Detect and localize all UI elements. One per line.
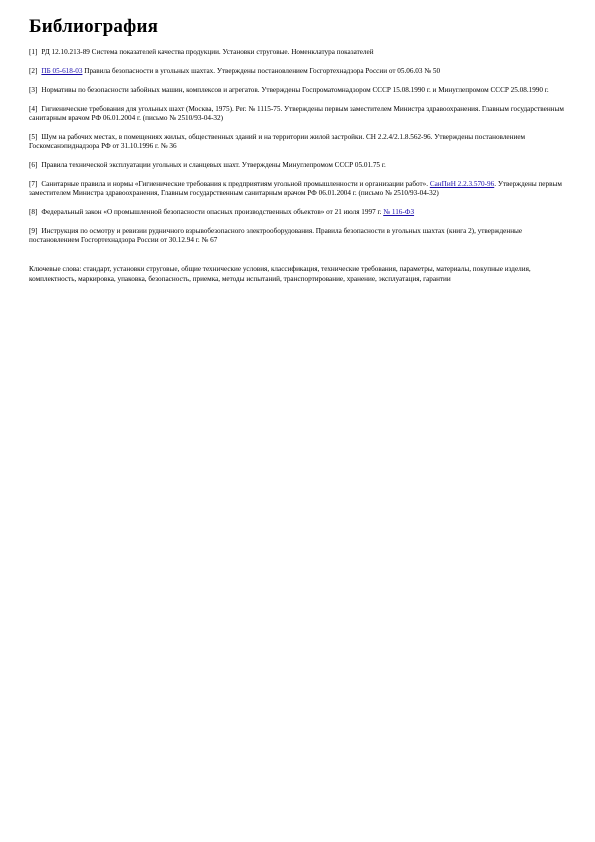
reference-text: Шум на рабочих местах, в помещениях жилых, общественных зданий и на территории жилой застройки. СН 2.2.4/2.1.8.562-96. Утверждены постановлением Госкомсанэпиднадзора РФ от 31.10.1996 г. № 36 — [29, 133, 526, 150]
reference-item — [29, 161, 569, 170]
reference-number: [9] — [29, 227, 38, 235]
document-page — [29, 16, 569, 284]
reference-item — [29, 105, 569, 123]
reference-text: Правила технической эксплуатации угольных и сланцевых шахт. Утверждены Минуглепромом СССР 05.01.75 г. — [41, 161, 386, 169]
reference-item — [29, 133, 569, 151]
reference-item — [29, 227, 569, 245]
reference-number: [6] — [29, 161, 38, 169]
reference-item — [29, 208, 569, 217]
reference-link[interactable]: ПБ 05-618-03 — [41, 67, 83, 75]
reference-number: [7] — [29, 180, 38, 188]
reference-link[interactable]: № 116-ФЗ — [383, 208, 415, 216]
keywords-paragraph: Ключевые слова: стандарт, установки струговые, общие технические условия, классификация, технические требования, параметры, материалы, покупные изделия, комплектность, маркировка, упаковка, безопасность, приемка, методы испытаний, транспортирование, хранение, эксплуатация, гарантии — [29, 265, 531, 283]
bibliography-list — [29, 48, 569, 245]
reference-text: РД 12.10.213-89 Система показателей качества продукции. Установки струговые. Номенклатура показателей — [41, 48, 374, 56]
reference-text-before: Федеральный закон «О промышленной безопасности опасных производственных объектов» от 21 июля 1997 г. — [41, 208, 384, 216]
reference-number: [4] — [29, 105, 38, 113]
reference-text: Нормативы по безопасности забойных машин, комплексов и агрегатов. Утверждены Госпроматомнадзором СССР 15.08.1990 г. и Минуглепромом СССР 25.08.1990 г. — [41, 86, 549, 94]
reference-text: Инструкция по осмотру и ревизии рудничного взрывобезопасного электрооборудования. Правила безопасности в угольных шахтах (книга 2), утвержденные постановлением Госгортехнадзора России от 30.12.94 г. № 67 — [29, 227, 523, 244]
reference-text: . Утверждены первым заместителем Министра здравоохранения, Главным государственным санитарным врачом РФ 06.01.2004 г. (письмо № 2510/93-04-32) — [29, 180, 562, 197]
reference-number: [1] — [29, 48, 38, 56]
page-title: Библиография — [29, 16, 159, 37]
reference-number: [2] — [29, 67, 38, 75]
reference-item — [29, 86, 569, 95]
reference-text: Гигиенические требования для угольных шахт (Москва, 1975). Рег. № 1115-75. Утверждены первым заместителем Министра здравоохранения. Главным государственным санитарным врачом РФ 06.01.2004 г. (письмо № 2510/93-04-32) — [29, 105, 564, 122]
reference-text: Правила безопасности в угольных шахтах. Утверждены постановлением Госгортехнадзора России от 05.06.03 № 50 — [82, 67, 441, 75]
reference-item — [29, 180, 569, 198]
reference-link[interactable]: СанПиН 2.2.3.570-96 — [429, 180, 495, 188]
reference-item — [29, 48, 569, 57]
reference-number: [3] — [29, 86, 38, 94]
reference-item — [29, 67, 569, 76]
reference-text-before: Санитарные правила и нормы «Гигиенические требования к предприятиям угольной промышленности и организации работ». — [41, 180, 430, 188]
reference-number: [8] — [29, 208, 38, 216]
reference-number: [5] — [29, 133, 38, 141]
